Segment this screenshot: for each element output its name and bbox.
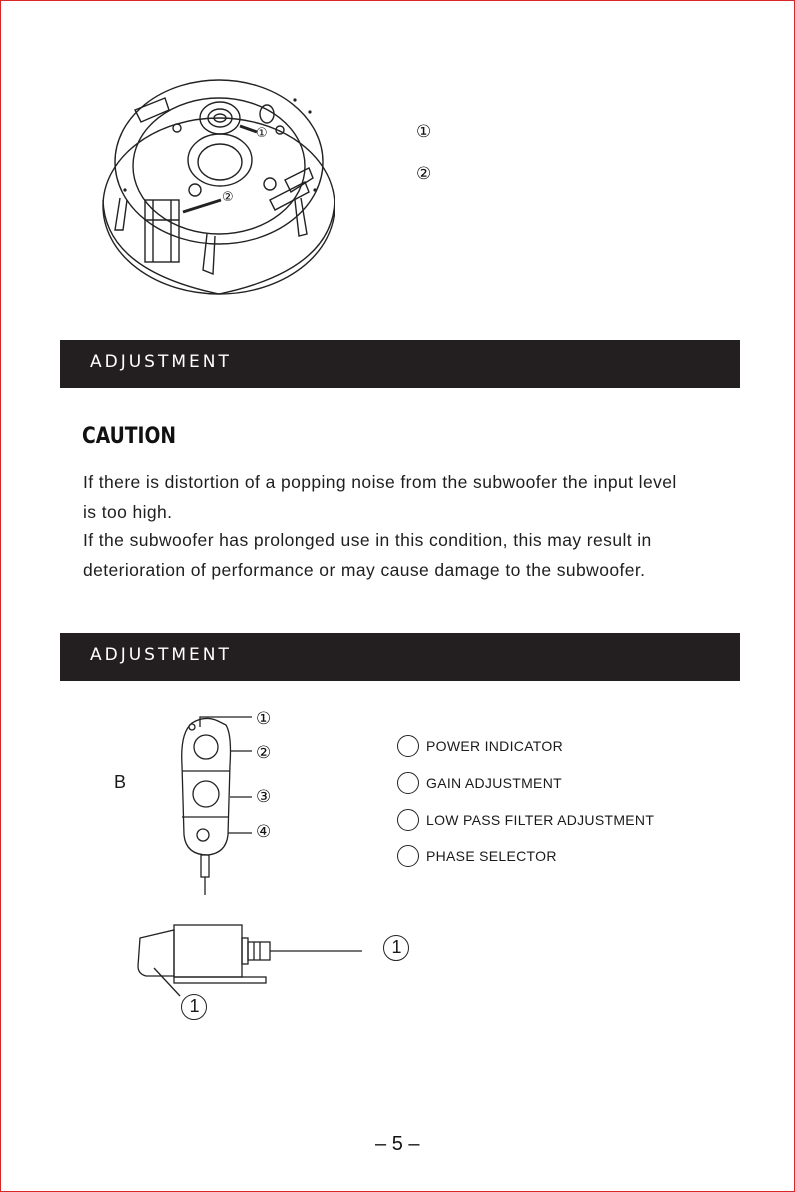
connector-drawing [130,920,370,1010]
remote-control-figure [170,705,290,895]
page-number-dash-right: – [402,1133,420,1155]
connector-figure [130,920,370,1010]
caution-line-1: If there is distortion of a popping noise from the subwoofer the input level [83,472,677,492]
housing-legend-marker-2: ② [416,164,432,184]
legend-power-indicator: POWER INDICATOR [426,738,563,754]
housing-callout-2: ② [222,190,234,205]
page-number-dash-left: – [375,1133,392,1155]
page-number-value: 5 [391,1133,403,1155]
legend-gain-adjustment: GAIN ADJUSTMENT [426,775,562,791]
subwoofer-housing-drawing [95,70,335,302]
legend-circle-1 [397,735,419,757]
page-number [375,1133,420,1156]
housing-callout-1: ① [256,126,268,141]
section-title: ADJUSTMENT [90,352,232,372]
legend-low-pass-filter: LOW PASS FILTER ADJUSTMENT [426,812,655,828]
connector-callout-bottom: 1 [189,996,200,1016]
caution-title: CAUTION [82,424,177,449]
section-header-adjustment-2 [60,633,740,681]
caution-line-4: deterioration of performance or may cause damage to the subwoofer. [83,560,646,580]
remote-callout-2: ② [256,743,272,763]
subwoofer-housing-figure [95,70,335,302]
remote-control-drawing [170,705,290,895]
remote-callout-4: ④ [256,822,272,842]
caution-line-3: If the subwoofer has prolonged use in this condition, this may result in [83,530,652,550]
legend-phase-selector: PHASE SELECTOR [426,848,557,864]
caution-line-2: is too high. [83,502,173,522]
figure-label-b: B [114,772,127,792]
legend-circle-4 [397,845,419,867]
legend-circle-3 [397,809,419,831]
remote-callout-1: ① [256,709,272,729]
housing-legend-marker-1: ① [416,122,432,142]
section-header-adjustment-1 [60,340,740,388]
legend-circle-2 [397,772,419,794]
section-title: ADJUSTMENT [90,645,232,665]
connector-callout-right: 1 [391,937,402,957]
remote-callout-3: ③ [256,787,272,807]
